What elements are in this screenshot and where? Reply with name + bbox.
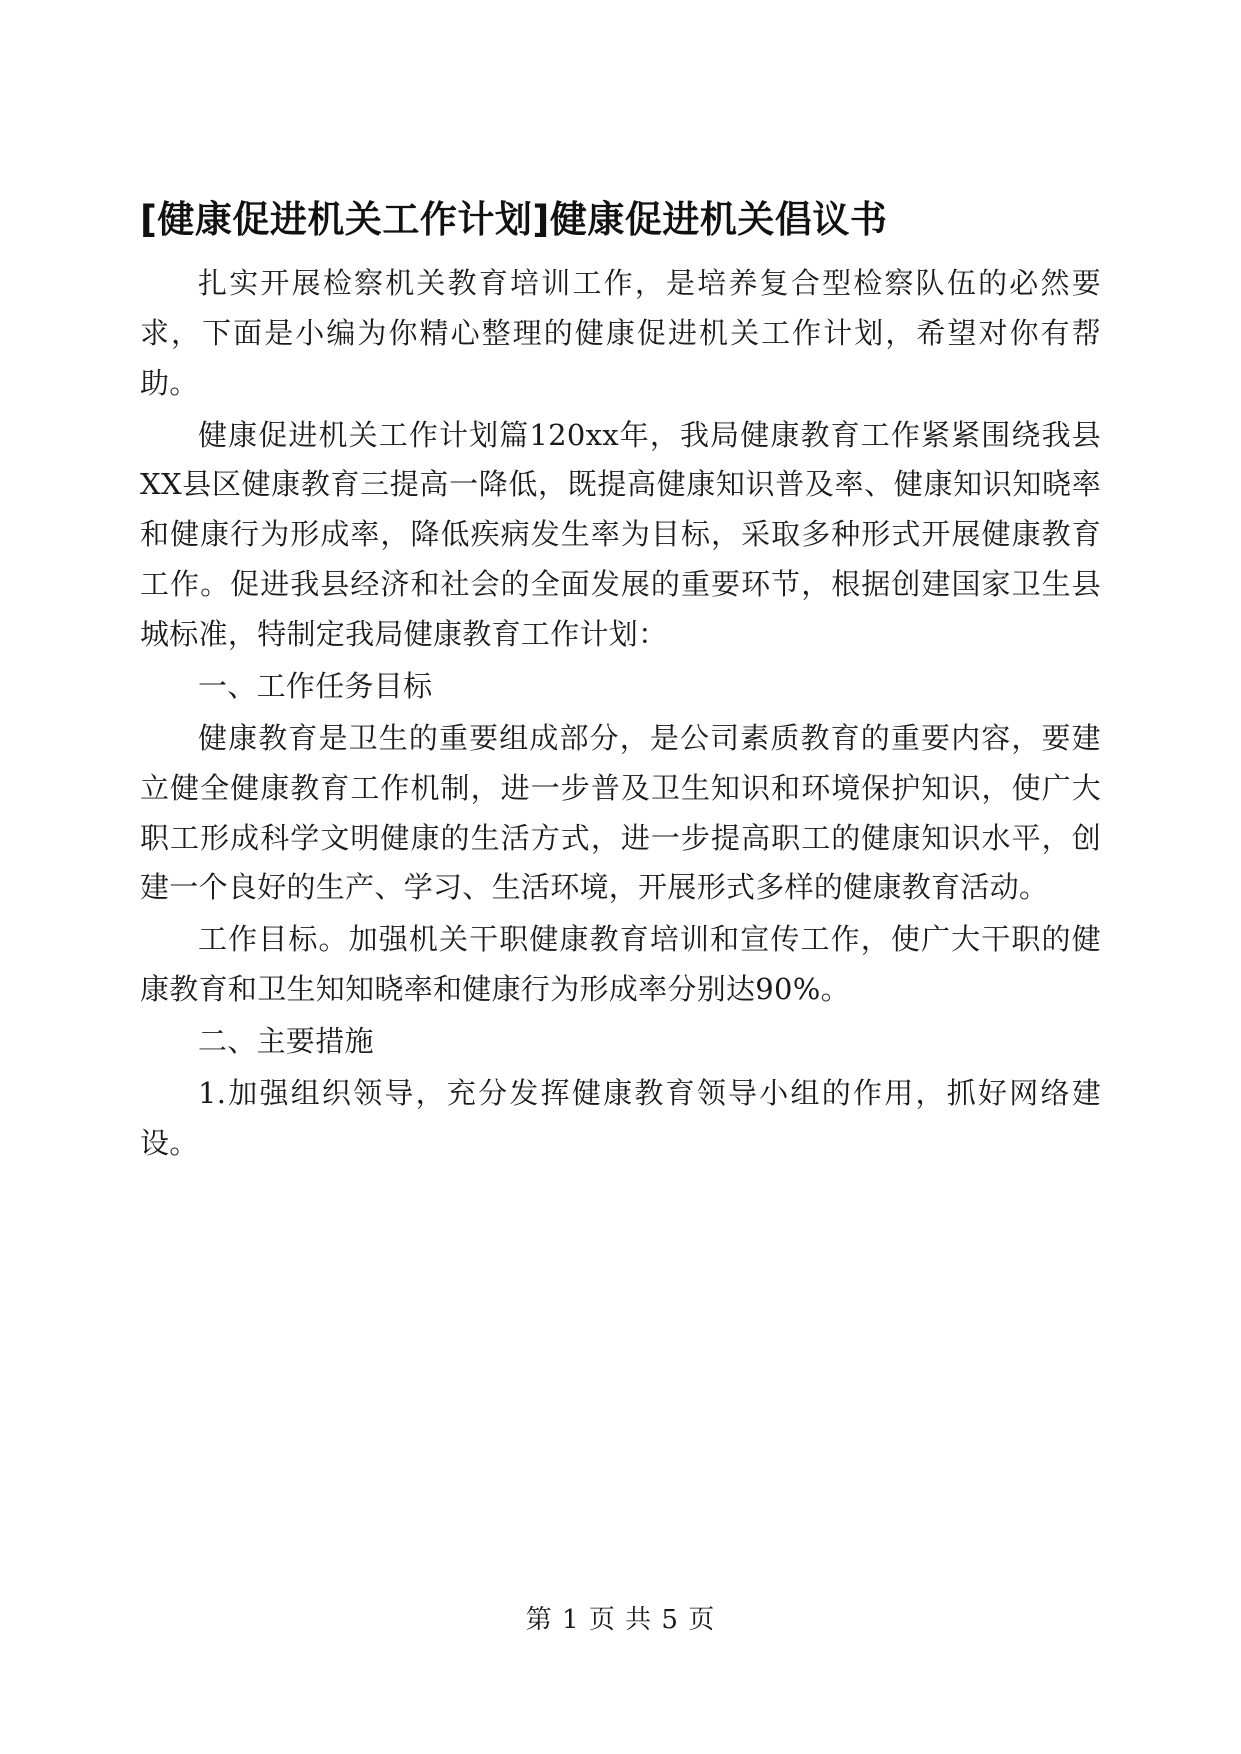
heading-section-two: 二、主要措施 <box>198 1024 374 1059</box>
paragraph-measure-one: 1.加强组织领导，充分发挥健康教育领导小组的作用，抓好网络建设。 <box>140 1075 1101 1160</box>
page-footer: 第 1 页 共 5 页 <box>525 1605 716 1635</box>
paragraph-intro: 扎实开展检察机关教育培训工作，是培养复合型检察队伍的必然要求，下面是小编为你精心整理的健康促进机关工作计划，希望对你有帮助。 <box>140 265 1101 400</box>
paragraph-section-one-body: 健康教育是卫生的重要组成部分，是公司素质教育的重要内容，要建立健全健康教育工作机制，进一步普及卫生知识和环境保护知识，使广大职工形成科学文明健康的生活方式，进一步提高职工的健康知识水平，创建一个良好的生产、学习、生活环境，开展形式多样的健康教育活动。 <box>140 720 1101 905</box>
page-title: [健康促进机关工作计划]健康促进机关倡议书 <box>140 198 888 241</box>
paragraph-plan-overview: 健康促进机关工作计划篇120xx年，我局健康教育工作紧紧围绕我县XX县区健康教育三提高一降低，既提高健康知识普及率、健康知识知晓率和健康行为形成率，降低疾病发生率为目标，采取多种形式开展健康教育工作。促进我县经济和社会的全面发展的重要环节，根据创建国家卫生县城标准，特制定我局健康教育工作计划： <box>140 417 1101 652</box>
heading-section-one: 一、工作任务目标 <box>198 668 433 703</box>
paragraph-work-goal: 工作目标。加强机关干职健康教育培训和宣传工作，使广大干职的健康教育和卫生知知晓率和健康行为形成率分别达90%。 <box>140 922 1101 1007</box>
